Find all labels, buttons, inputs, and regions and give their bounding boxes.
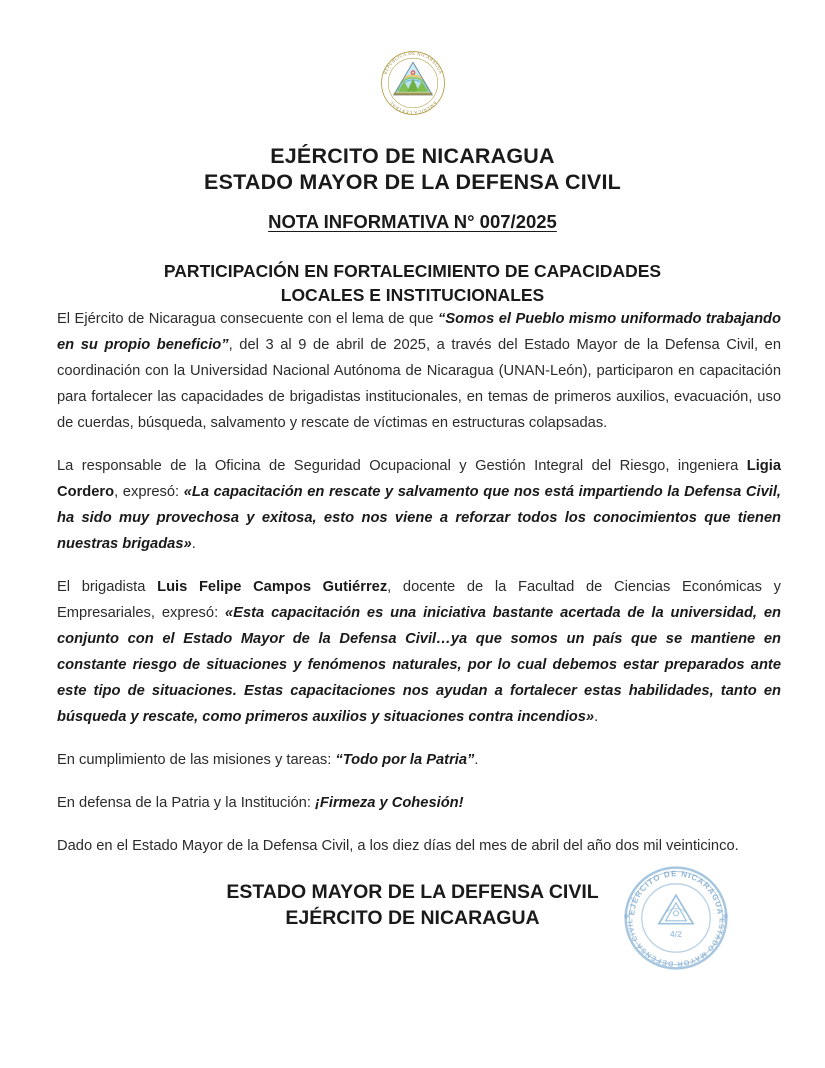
- paragraph-mision-text-b: .: [474, 752, 479, 768]
- paragraph-defensa-text-a: En defensa de la Patria y la Institución:: [57, 795, 315, 811]
- signature-line-2: EJÉRCITO DE NICARAGUA: [285, 907, 540, 929]
- svg-text:ESTADO MAYOR DEFENSA CIVIL: ESTADO MAYOR DEFENSA CIVIL: [625, 917, 727, 969]
- motto-quote: “Somos el Pueblo mismo uniformado trabajando en su propio beneficio”: [57, 311, 781, 353]
- svg-text:REPUBLICA DE NICARAGUA: REPUBLICA DE NICARAGUA: [381, 50, 444, 75]
- paragraph-intro-text-b: , del 3 al 9 de abril de 2025, a través del Estado Mayor de la Defensa Civil, en coordinación con la Universidad Nacional Autónoma de Nicaragua (UNAN-León), participaron en capacitación para fortalecer las capacidades de brigadistas institucionales, en temas de primeros auxilios, evacuación, uso de cuerdas, búsqueda, salvamento y rescate de víctimas en estructuras colapsadas.: [57, 337, 781, 431]
- paragraph-cordero-text-b: , expresó:: [114, 484, 184, 500]
- quote-ligia-cordero: «La capacitación en rescate y salvamento que nos está impartiendo la Defensa Civil, ha sido muy provechosa y exitosa, esto nos viene a reforzar todos los conocimientos que tienen nuestras brigadas»: [57, 484, 781, 552]
- page-title-line-2: ESTADO MAYOR DE LA DEFENSA CIVIL: [204, 170, 621, 194]
- header-emblem-container: [0, 46, 825, 120]
- paragraph-intro-text-a: El Ejército de Nicaragua consecuente con el lema de que: [57, 311, 438, 327]
- page-title-line-1: EJÉRCITO DE NICARAGUA: [270, 144, 555, 168]
- document-subject: [0, 259, 825, 307]
- nota-informativa-number: NOTA INFORMATIVA N° 007/2025: [268, 211, 557, 232]
- nicaragua-coat-of-arms-icon: [376, 46, 450, 120]
- paragraph-campos-text-c: .: [594, 709, 599, 725]
- official-seal-stamp-icon: [619, 861, 733, 975]
- signature-line-1: ESTADO MAYOR DE LA DEFENSA CIVIL: [226, 881, 599, 903]
- paragraph-luis-campos: [57, 574, 781, 730]
- svg-text:EJÉRCITO DE NICARAGUA: EJÉRCITO DE NICARAGUA: [627, 869, 725, 916]
- paragraph-dado-en: Dado en el Estado Mayor de la Defensa Civil, a los diez días del mes de abril del año dos mil veinticinco.: [57, 838, 739, 854]
- document-body: [57, 306, 781, 859]
- paragraph-defensa-patria: [57, 790, 781, 816]
- paragraph-cordero-text-a: La responsable de la Oficina de Seguridad Ocupacional y Gestión Integral del Riesgo, ingeniera: [57, 458, 747, 474]
- svg-text:AMERICA CENTRAL: AMERICA CENTRAL: [387, 100, 438, 116]
- paragraph-ligia-cordero: [57, 453, 781, 557]
- paragraph-campos-text-b: , docente de la Facultad de Ciencias Económicas y Empresariales, expresó:: [57, 579, 781, 621]
- paragraph-mision-text-a: En cumplimiento de las misiones y tareas:: [57, 752, 336, 768]
- person-name-luis-felipe-campos-gutierrez: Luis Felipe Campos Gutiérrez: [157, 579, 388, 595]
- seal-center-mark: 4/2: [670, 929, 682, 939]
- paragraph-cordero-text-c: .: [191, 536, 196, 552]
- paragraph-campos-text-a: El brigadista: [57, 579, 158, 595]
- document-subject-line-2: LOCALES E INSTITUCIONALES: [280, 285, 545, 305]
- paragraph-intro: [57, 306, 781, 436]
- document-subject-line-1: PARTICIPACIÓN EN FORTALECIMIENTO DE CAPACIDADES: [163, 261, 662, 281]
- paragraph-mision-tareas: [57, 747, 781, 773]
- document-title-block: [0, 143, 825, 307]
- slogan-todo-por-la-patria: “Todo por la Patria”: [335, 752, 475, 768]
- slogan-firmeza-y-cohesion: ¡Firmeza y Cohesión!: [315, 795, 464, 811]
- quote-luis-campos: «Esta capacitación es una iniciativa bastante acertada de la universidad, en conjunto con el Estado Mayor de la Defensa Civil…ya que somos un país que se mantiene en constante riesgo de situaciones y fenómenos naturales, por lo cual debemos estar preparados ante este tipo de situaciones. Estas capacitaciones nos ayudan a fortalecer estas habilidades, tanto en búsqueda y rescate, como primeros auxilios y situaciones contra incendios»: [57, 605, 781, 725]
- person-name-ligia-cordero: Ligia Cordero: [57, 458, 781, 500]
